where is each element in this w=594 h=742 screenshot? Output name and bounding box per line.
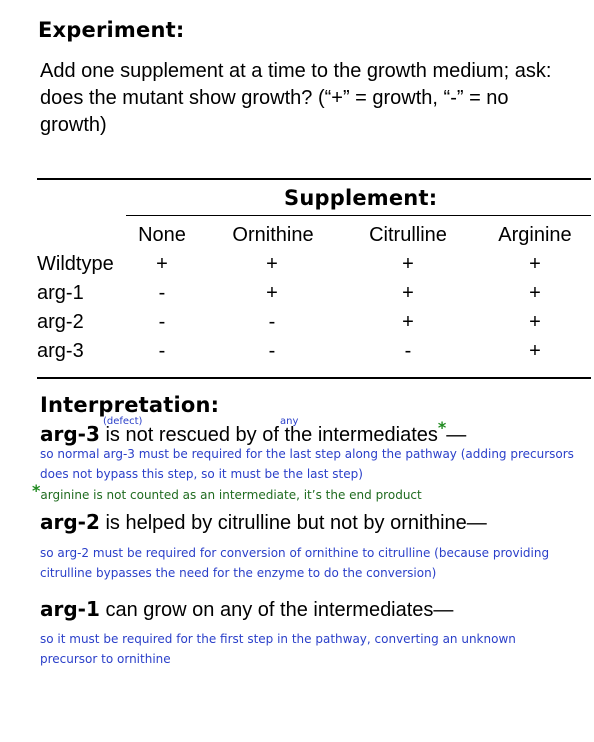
- table-cell: +: [529, 311, 541, 333]
- row-label-arg-2: arg-2: [37, 311, 84, 333]
- arg-1-statement: [40, 597, 453, 622]
- table-cell: -: [268, 340, 276, 362]
- arg-1-text: can grow on any of the intermediates—: [99, 599, 454, 621]
- arg-3-note: so normal arg-3 must be required for the last step along the pathway (adding precursors does not bypass this step, so it must be the last step): [40, 447, 574, 481]
- arg-2-statement: [40, 510, 487, 535]
- interpretation-heading: Interpretation:: [40, 393, 220, 417]
- any-annotation: any: [280, 416, 299, 427]
- table-cell: -: [158, 282, 166, 304]
- table-cell: +: [529, 340, 541, 362]
- experiment-heading: Experiment:: [38, 18, 185, 42]
- row-label-arg-3: arg-3: [37, 340, 84, 362]
- table-bottom-rule: [37, 377, 591, 379]
- table-cell: +: [156, 253, 168, 275]
- column-header-citrulline: Citrulline: [369, 224, 447, 246]
- table-cell: +: [529, 282, 541, 304]
- table-cell: -: [158, 311, 166, 333]
- column-header-none: None: [138, 224, 186, 246]
- column-header-arginine: Arginine: [498, 224, 572, 246]
- supplement-underline: [126, 215, 591, 216]
- table-cell: -: [158, 340, 166, 362]
- arg-2-text: is helped by citrulline but not by ornithine—: [99, 512, 487, 534]
- table-top-rule: [37, 178, 591, 180]
- asterisk-icon: *: [32, 481, 41, 500]
- arg-1-note: so it must be required for the first step in the pathway, converting an unknown precursor to ornithine: [40, 632, 516, 666]
- table-cell: +: [402, 311, 414, 333]
- asterisk-icon: *: [437, 418, 447, 437]
- table-cell: +: [402, 282, 414, 304]
- footnote-text: arginine is not counted as an intermediate, it’s the end product: [40, 488, 422, 502]
- table-cell: +: [402, 253, 414, 275]
- table-cell: +: [266, 282, 278, 304]
- arg-3-text-b: of the intermediates: [262, 424, 438, 446]
- table-cell: -: [268, 311, 276, 333]
- defect-annotation: (defect): [103, 416, 143, 427]
- table-cell: +: [266, 253, 278, 275]
- row-label-wildtype: Wildtype: [37, 253, 114, 275]
- arg-1-gene: arg-1: [40, 597, 100, 621]
- experiment-description: Add one supplement at a time to the growth medium; ask: does the mutant show growth? (“+” = growth, “-” = no growth): [40, 60, 552, 136]
- table-cell: -: [404, 340, 412, 362]
- row-label-arg-1: arg-1: [37, 282, 84, 304]
- arg-2-note: so arg-2 must be required for conversion of ornithine to citrulline (because providing citrulline bypasses the need for the enzyme to do the conversion): [40, 546, 550, 580]
- arginine-footnote: [32, 481, 422, 503]
- arg-3-dash: —: [446, 424, 467, 446]
- arg-3-text-a: is not rescued by: [99, 424, 263, 446]
- arg-2-gene: arg-2: [40, 510, 100, 534]
- arg-3-gene: arg-3: [40, 422, 100, 446]
- supplement-heading: Supplement:: [284, 186, 438, 210]
- column-header-ornithine: Ornithine: [232, 224, 314, 246]
- table-cell: +: [529, 253, 541, 275]
